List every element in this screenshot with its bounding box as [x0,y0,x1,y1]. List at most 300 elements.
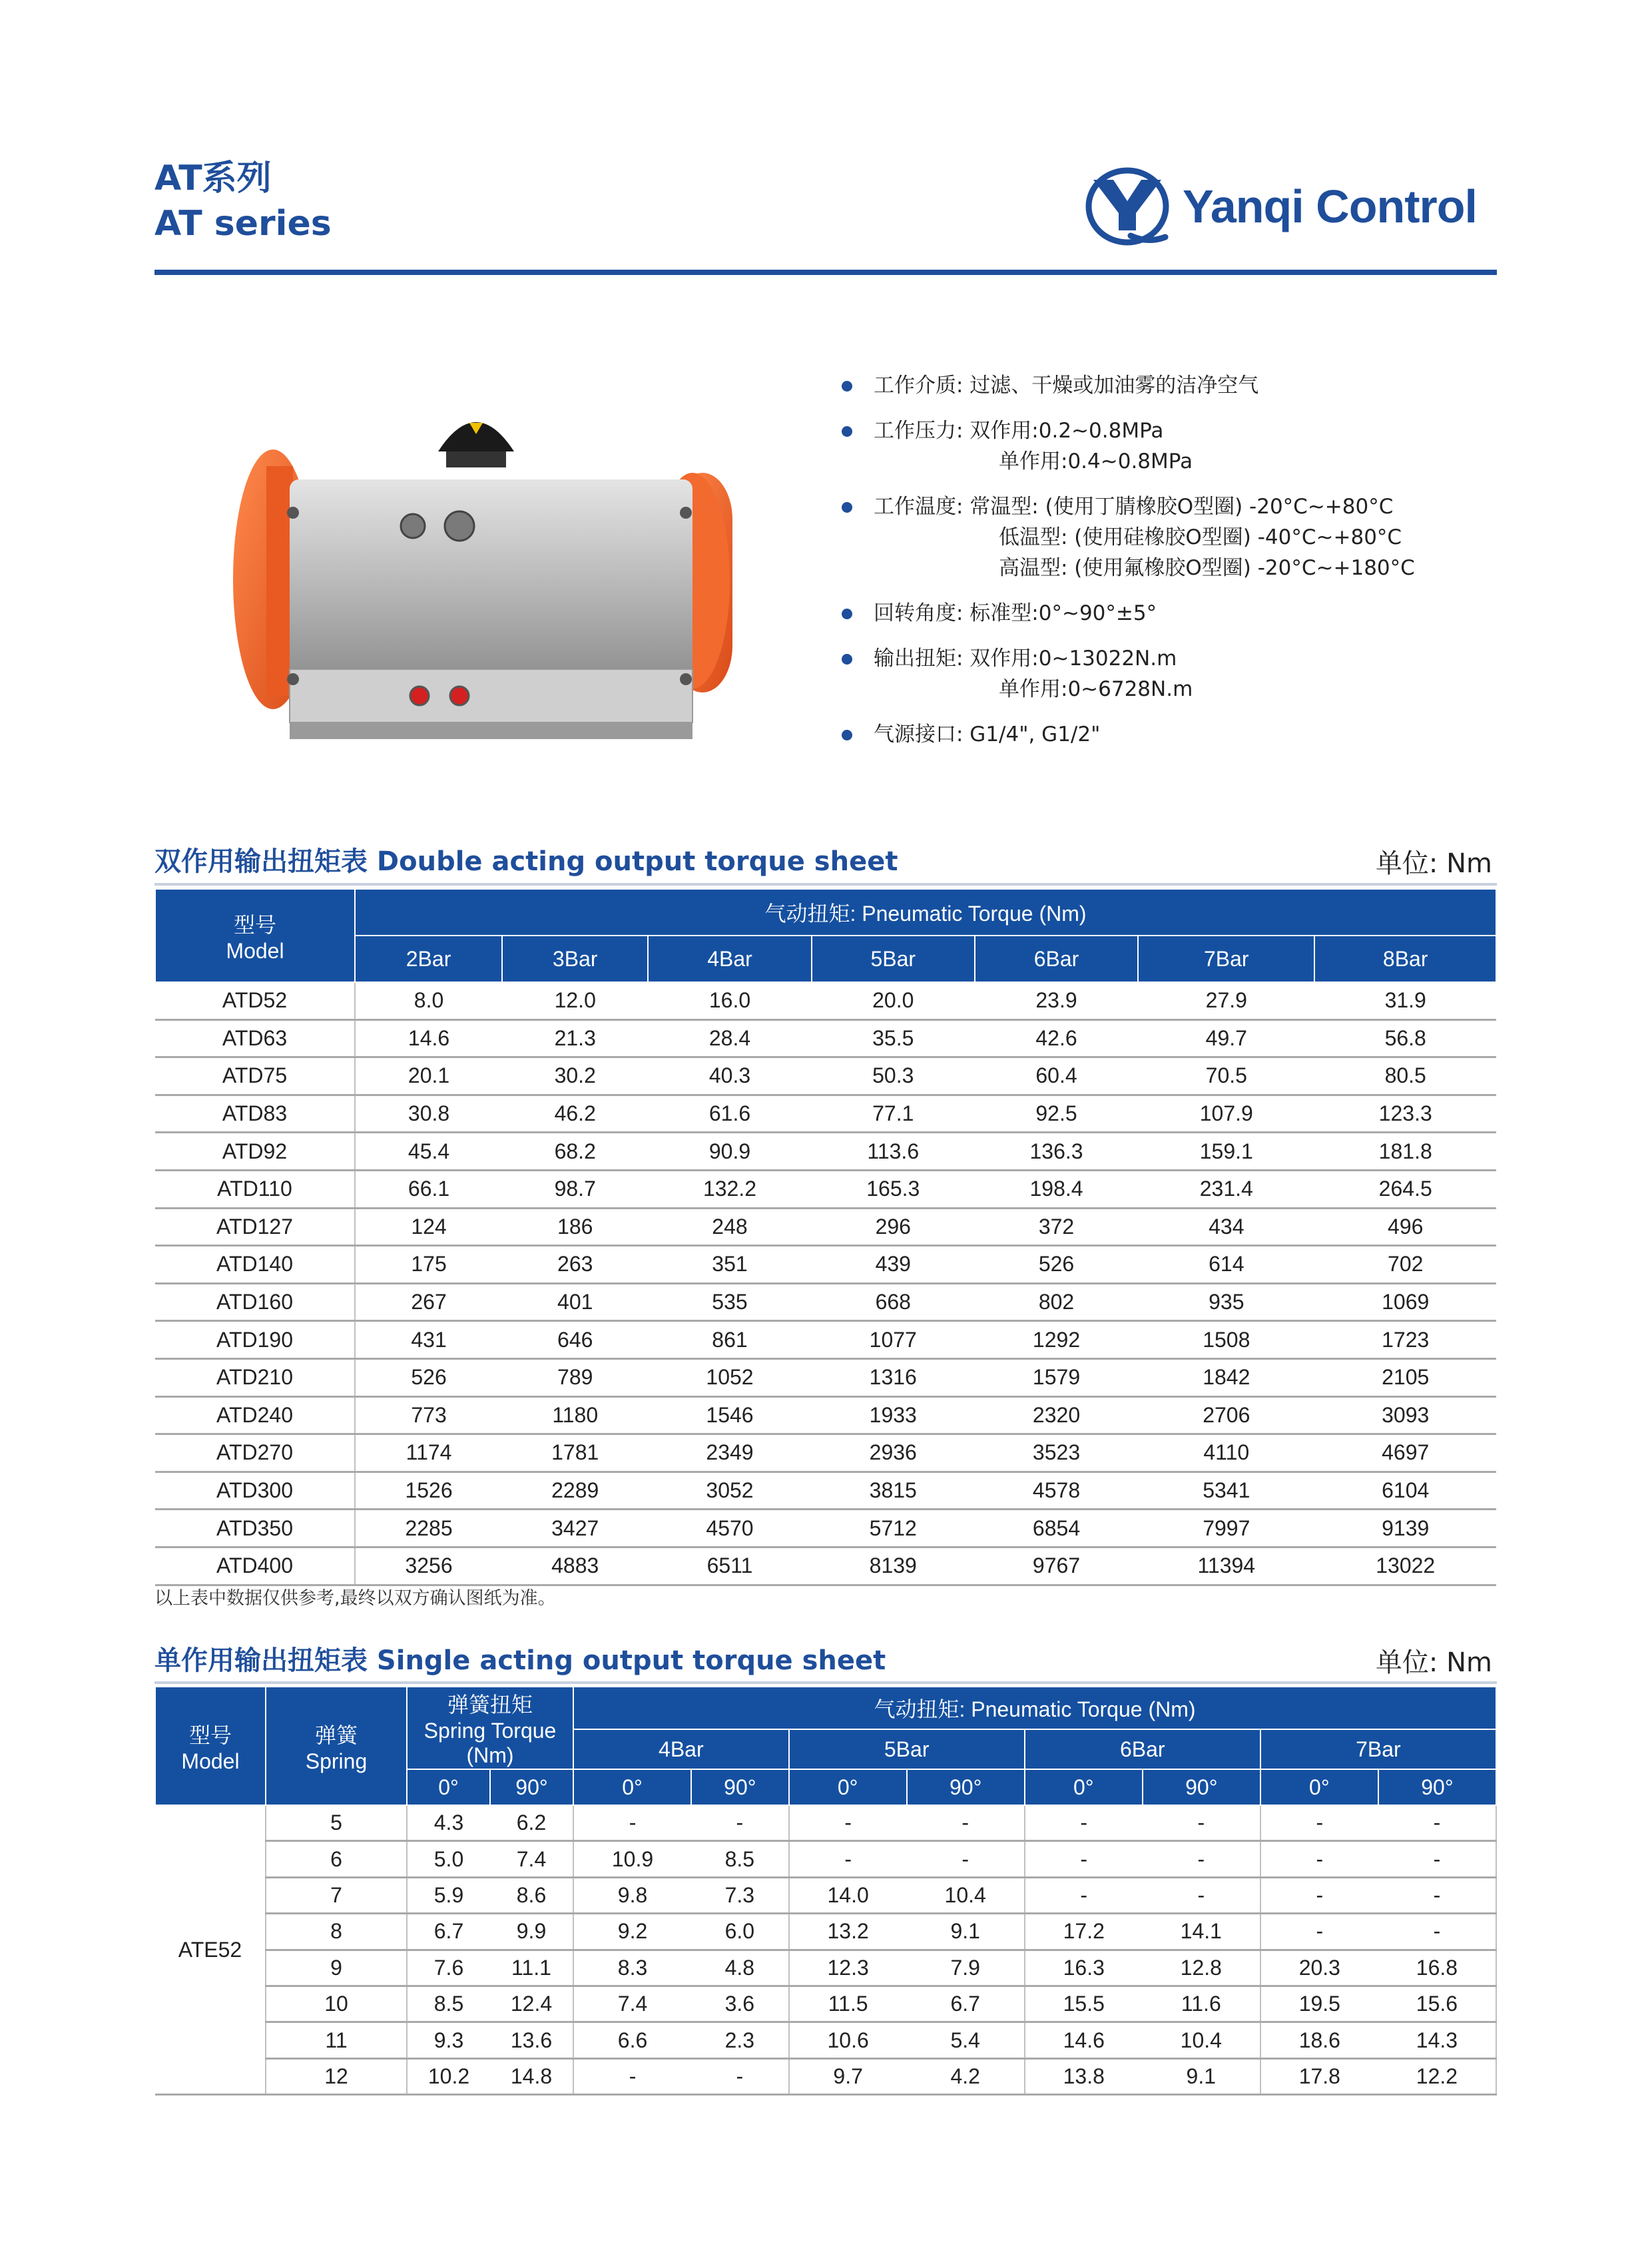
torque-cell: 12.3 [789,1950,907,1986]
model-cell: ATD350 [155,1510,355,1547]
spring-cell: 10 [266,1986,407,2022]
single-acting-body [155,1805,1496,2095]
model-header-zh: 型号 [233,912,276,937]
pneumatic-torque-header: 气动扭矩: Pneumatic Torque (Nm) [573,1687,1496,1729]
torque-cell: 15.6 [1378,1986,1496,2022]
torque-cell: 9.9 [490,1914,573,1950]
torque-cell: 31.9 [1314,982,1496,1019]
torque-cell: 1174 [355,1434,502,1472]
single-acting-title: 单作用输出扭矩表 Single acting output torque sheet [154,1645,886,1676]
torque-cell: 60.4 [975,1057,1138,1095]
torque-cell: 124 [355,1208,502,1246]
table-row [155,1472,1496,1510]
model-cell: ATD75 [155,1057,355,1095]
double-acting-title: 双作用输出扭矩表 Double acting output torque sheet [154,846,898,877]
angle-header-cell: 90° [490,1769,573,1805]
torque-cell: 6854 [975,1510,1138,1547]
spec-temperature [840,491,1506,583]
spring-cell: 5 [266,1805,407,1841]
torque-cell: - [1260,1877,1378,1913]
torque-cell: 165.3 [812,1170,975,1208]
torque-cell: 16.3 [1025,1950,1143,1986]
model-cell: ATD110 [155,1170,355,1208]
torque-cell: 92.5 [975,1095,1138,1133]
torque-cell: 789 [502,1358,648,1396]
bullet-icon [842,609,852,619]
model-header-en: Model [226,938,284,963]
torque-cell: 123.3 [1314,1095,1496,1133]
torque-cell: 1933 [812,1396,975,1434]
torque-cell: 1052 [648,1358,811,1396]
pressure-header-cell: 7Bar [1138,936,1314,982]
double-acting-torque-table [154,888,1497,1586]
torque-cell: 30.2 [502,1057,648,1095]
torque-cell: 35.5 [812,1019,975,1057]
torque-cell: 2289 [502,1472,648,1510]
torque-cell: 4570 [648,1510,811,1547]
torque-cell: 5341 [1138,1472,1314,1510]
torque-cell: 68.2 [502,1133,648,1171]
table-row [155,1877,1496,1913]
model-header-zh: 型号 [188,1723,232,1747]
spec-line: 高温型: (使用氟橡胶O型圈) -20°C~+180°C [999,556,1415,580]
torque-cell: 17.8 [1260,2058,1378,2094]
torque-cell: 3815 [812,1472,975,1510]
torque-cell: 11.1 [490,1950,573,1986]
torque-cell: 6.7 [407,1914,490,1950]
torque-cell: 198.4 [975,1170,1138,1208]
torque-cell: 11.5 [789,1986,907,2022]
torque-cell: 439 [812,1246,975,1284]
spring-cell: 12 [266,2058,407,2094]
torque-cell: - [789,1805,907,1841]
torque-cell: 10.2 [407,2058,490,2094]
torque-cell: 28.4 [648,1019,811,1057]
torque-cell: 13.6 [490,2022,573,2058]
torque-cell: 10.4 [907,1877,1025,1913]
torque-cell: 6.6 [573,2022,691,2058]
torque-cell: - [1025,1805,1143,1841]
spec-line: 低温型: (使用硅橡胶O型圈) -40°C~+80°C [999,525,1402,549]
torque-cell: 9.8 [573,1877,691,1913]
torque-cell: 6.7 [907,1986,1025,2022]
torque-cell: 535 [648,1283,811,1321]
torque-cell: - [1025,1841,1143,1877]
torque-cell: 5.9 [407,1877,490,1913]
torque-cell: 668 [812,1283,975,1321]
torque-cell: 10.9 [573,1841,691,1877]
pressure-header-cell: 4Bar [573,1729,789,1769]
torque-cell: - [573,1805,691,1841]
model-cell: ATD92 [155,1133,355,1171]
model-cell: ATD400 [155,1547,355,1585]
angle-header-cell: 0° [1025,1769,1143,1805]
torque-cell: 14.3 [1378,2022,1496,2058]
table-row [155,1246,1496,1284]
spec-pressure [840,416,1506,477]
torque-cell: - [691,1805,789,1841]
torque-cell: 14.0 [789,1877,907,1913]
torque-cell: 9.7 [789,2058,907,2094]
torque-cell: 80.5 [1314,1057,1496,1095]
bullet-icon [842,502,852,513]
torque-cell: 8139 [812,1547,975,1585]
double-acting-body [155,982,1496,1585]
torque-cell: 23.9 [975,982,1138,1019]
table-row [155,1986,1496,2022]
torque-cell: 42.6 [975,1019,1138,1057]
torque-cell: - [907,1841,1025,1877]
torque-cell: 175 [355,1246,502,1284]
spring-cell: 7 [266,1877,407,1913]
spring-header-zh: 弹簧 [314,1723,358,1747]
spec-rotation [840,598,1506,629]
torque-cell: 9.3 [407,2022,490,2058]
torque-cell: 61.6 [648,1095,811,1133]
torque-cell: 2936 [812,1434,975,1472]
torque-cell: 30.8 [355,1095,502,1133]
torque-cell: 2.3 [691,2022,789,2058]
model-cell: ATE52 [155,1805,266,2095]
torque-cell: 9.1 [907,1914,1025,1950]
torque-cell: 935 [1138,1283,1314,1321]
torque-cell: 16.8 [1378,1950,1496,1986]
pressure-header-cell: 2Bar [355,936,502,982]
torque-cell: - [1378,1805,1496,1841]
torque-cell: 7.4 [490,1841,573,1877]
table-row [155,1510,1496,1547]
torque-cell: 17.2 [1025,1914,1143,1950]
torque-cell: 1526 [355,1472,502,1510]
spring-torque-header-en: Spring Torque (Nm) [423,1719,557,1767]
torque-cell: 773 [355,1396,502,1434]
header-divider [154,270,1497,275]
torque-cell: 8.3 [573,1950,691,1986]
torque-cell: 15.5 [1025,1986,1143,2022]
torque-cell: 181.8 [1314,1133,1496,1171]
section-divider [154,883,1497,886]
torque-cell: - [1260,1805,1378,1841]
torque-cell: 4578 [975,1472,1138,1510]
torque-cell: 1781 [502,1434,648,1472]
torque-cell: 2285 [355,1510,502,1547]
spring-torque-header-zh: 弹簧扭矩 [447,1693,533,1717]
torque-cell: 9767 [975,1547,1138,1585]
table-row [155,1321,1496,1359]
torque-cell: 6.0 [691,1914,789,1950]
table-row [155,1170,1496,1208]
angle-header-cell: 90° [1143,1769,1260,1805]
table-row [155,982,1496,1019]
spec-line: 输出扭矩: 双作用:0~13022N.m [874,647,1177,671]
torque-cell: 3256 [355,1547,502,1585]
torque-cell: 231.4 [1138,1170,1314,1208]
pneumatic-torque-header: 气动扭矩: Pneumatic Torque (Nm) [355,889,1496,936]
spec-line: 回转角度: 标准型:0°~90°±5° [874,601,1157,625]
model-cell: ATD190 [155,1321,355,1359]
torque-cell: 77.1 [812,1095,975,1133]
angle-header-cell: 90° [691,1769,789,1805]
model-header [155,889,355,982]
torque-cell: 6104 [1314,1472,1496,1510]
torque-cell: 1842 [1138,1358,1314,1396]
torque-cell: 12.2 [1378,2058,1496,2094]
torque-cell: 526 [975,1246,1138,1284]
torque-cell: 132.2 [648,1170,811,1208]
torque-cell: 12.8 [1143,1950,1260,1986]
torque-cell: 8.0 [355,982,502,1019]
torque-cell: 90.9 [648,1133,811,1171]
torque-cell: 113.6 [812,1133,975,1171]
torque-cell: 18.6 [1260,2022,1378,2058]
torque-cell: 8.6 [490,1877,573,1913]
model-cell: ATD127 [155,1208,355,1246]
torque-cell: - [1143,1841,1260,1877]
torque-cell: 186 [502,1208,648,1246]
torque-cell: - [691,2058,789,2094]
torque-cell: 1292 [975,1321,1138,1359]
spec-line: 单作用:0~6728N.m [999,677,1193,701]
model-header-en: Model [181,1749,240,1773]
torque-cell: 49.7 [1138,1019,1314,1057]
torque-cell: 1069 [1314,1283,1496,1321]
title-english: AT series [154,204,332,244]
model-cell: ATD270 [155,1434,355,1472]
torque-cell: - [573,2058,691,2094]
torque-cell: - [1143,1877,1260,1913]
model-cell: ATD63 [155,1019,355,1057]
torque-cell: 9139 [1314,1510,1496,1547]
torque-cell: 12.0 [502,982,648,1019]
model-cell: ATD160 [155,1283,355,1321]
spec-list [840,370,1506,764]
torque-cell: 14.8 [490,2058,573,2094]
torque-cell: 267 [355,1283,502,1321]
torque-cell: 159.1 [1138,1133,1314,1171]
angle-header-cell: 90° [907,1769,1025,1805]
torque-cell: 248 [648,1208,811,1246]
model-cell: ATD52 [155,982,355,1019]
angle-header-cell: 0° [789,1769,907,1805]
torque-cell: 8.5 [407,1986,490,2022]
bullet-icon [842,654,852,665]
torque-cell: 1180 [502,1396,648,1434]
torque-cell: - [1025,1877,1143,1913]
torque-cell: 2105 [1314,1358,1496,1396]
table-row [155,1434,1496,1472]
torque-cell: 3427 [502,1510,648,1547]
model-cell: ATD240 [155,1396,355,1434]
title-chinese: AT系列 [154,158,272,198]
torque-cell: 20.0 [812,982,975,1019]
table-row [155,1805,1496,1841]
torque-cell: 526 [355,1358,502,1396]
torque-cell: 5.4 [907,2022,1025,2058]
table-row [155,1547,1496,1585]
bullet-icon [842,381,852,392]
angle-header-cell: 90° [1378,1769,1496,1805]
table-row [155,1208,1496,1246]
pressure-header-cell: 4Bar [648,936,811,982]
torque-cell: 7.6 [407,1950,490,1986]
torque-cell: 19.5 [1260,1986,1378,2022]
spec-line: 气源接口: G1/4", G1/2" [874,722,1101,746]
model-cell: ATD140 [155,1246,355,1284]
disclaimer-note: 以上表中数据仅供参考,最终以双方确认图纸为准。 [154,1588,556,1609]
bullet-icon [842,730,852,740]
double-acting-unit: 单位: Nm [1375,848,1492,879]
torque-cell: - [1143,1805,1260,1841]
brand-logo [1084,166,1477,246]
torque-cell: 6511 [648,1547,811,1585]
angle-header-cell: 0° [573,1769,691,1805]
torque-cell: 1508 [1138,1321,1314,1359]
actuator-product-image [226,400,746,772]
torque-cell: 7.9 [907,1950,1025,1986]
torque-cell: 702 [1314,1246,1496,1284]
torque-cell: 10.4 [1143,2022,1260,2058]
torque-cell: 14.6 [1025,2022,1143,2058]
torque-cell: 2349 [648,1434,811,1472]
torque-cell: 7997 [1138,1510,1314,1547]
torque-cell: 351 [648,1246,811,1284]
spring-header [266,1687,407,1805]
torque-cell: 2706 [1138,1396,1314,1434]
torque-cell: - [789,1841,907,1877]
torque-cell: 27.9 [1138,982,1314,1019]
torque-cell: 1579 [975,1358,1138,1396]
pressure-header-row [155,936,1496,982]
torque-cell: 11394 [1138,1547,1314,1585]
torque-cell: 13022 [1314,1547,1496,1585]
torque-cell: 50.3 [812,1057,975,1095]
pressure-header-cell: 8Bar [1314,936,1496,982]
torque-cell: - [907,1805,1025,1841]
torque-cell: 7.3 [691,1877,789,1913]
torque-cell: - [1378,1914,1496,1950]
torque-cell: 401 [502,1283,648,1321]
torque-cell: 5712 [812,1510,975,1547]
torque-cell: 496 [1314,1208,1496,1246]
pressure-header-cell: 5Bar [812,936,975,982]
torque-cell: 66.1 [355,1170,502,1208]
torque-cell: 56.8 [1314,1019,1496,1057]
torque-cell: 4.8 [691,1950,789,1986]
torque-cell: 16.0 [648,982,811,1019]
torque-cell: 14.6 [355,1019,502,1057]
single-acting-torque-table [154,1686,1497,2096]
table-row [155,1841,1496,1877]
pressure-header-cell: 5Bar [789,1729,1025,1769]
torque-cell: 861 [648,1321,811,1359]
pressure-header-cell: 6Bar [975,936,1138,982]
spec-line: 工作介质: 过滤、干燥或加油雾的洁净空气 [874,374,1259,398]
angle-header-cell: 0° [407,1769,490,1805]
torque-cell: 40.3 [648,1057,811,1095]
spec-line: 工作压力: 双作用:0.2~0.8MPa [874,419,1164,443]
torque-cell: 1316 [812,1358,975,1396]
torque-cell: 3093 [1314,1396,1496,1434]
torque-cell: 4.3 [407,1805,490,1841]
torque-cell: 46.2 [502,1095,648,1133]
model-header [155,1687,266,1805]
table-row [155,1358,1496,1396]
table-row [155,1057,1496,1095]
pressure-header-cell: 7Bar [1260,1729,1496,1769]
torque-cell: 3.6 [691,1986,789,2022]
torque-cell: 20.3 [1260,1950,1378,1986]
torque-cell: 434 [1138,1208,1314,1246]
table-row [155,1950,1496,1986]
spring-cell: 6 [266,1841,407,1877]
spring-cell: 8 [266,1914,407,1950]
torque-cell: 431 [355,1321,502,1359]
single-acting-unit: 单位: Nm [1375,1647,1492,1678]
torque-cell: 4883 [502,1547,648,1585]
torque-cell: 20.1 [355,1057,502,1095]
table-row [155,2058,1496,2094]
spring-header-en: Spring [305,1749,368,1773]
torque-cell: 802 [975,1283,1138,1321]
model-cell: ATD210 [155,1358,355,1396]
torque-cell: 9.2 [573,1914,691,1950]
torque-cell: 263 [502,1246,648,1284]
spring-torque-header [407,1687,573,1769]
torque-cell: 7.4 [573,1986,691,2022]
torque-cell: 264.5 [1314,1170,1496,1208]
torque-cell: 296 [812,1208,975,1246]
spec-torque [840,643,1506,704]
yq-logo-icon [1084,166,1171,246]
torque-cell: 98.7 [502,1170,648,1208]
spec-line: 工作温度: 常温型: (使用丁腈橡胶O型圈) -20°C~+80°C [874,495,1394,519]
angle-header-cell: 0° [1260,1769,1378,1805]
model-cell: ATD300 [155,1472,355,1510]
torque-cell: 14.1 [1143,1914,1260,1950]
brand-name: Yanqi Control [1183,180,1477,232]
pressure-header-cell: 3Bar [502,936,648,982]
torque-cell: 4.2 [907,2058,1025,2094]
torque-cell: 1077 [812,1321,975,1359]
torque-cell: 13.2 [789,1914,907,1950]
torque-cell: 4110 [1138,1434,1314,1472]
torque-cell: 1546 [648,1396,811,1434]
torque-cell: 614 [1138,1246,1314,1284]
table-row [155,1283,1496,1321]
torque-cell: 5.0 [407,1841,490,1877]
torque-cell: 13.8 [1025,2058,1143,2094]
torque-cell: 3052 [648,1472,811,1510]
spec-line: 单作用:0.4~0.8MPa [999,449,1193,473]
torque-cell: 646 [502,1321,648,1359]
torque-cell: 12.4 [490,1986,573,2022]
torque-cell: - [1378,1841,1496,1877]
spring-cell: 11 [266,2022,407,2058]
model-cell: ATD83 [155,1095,355,1133]
bullet-icon [842,426,852,437]
torque-cell: 8.5 [691,1841,789,1877]
torque-cell: 4697 [1314,1434,1496,1472]
torque-cell: 10.6 [789,2022,907,2058]
torque-cell: 136.3 [975,1133,1138,1171]
torque-cell: 9.1 [1143,2058,1260,2094]
section-divider [154,1681,1497,1684]
torque-cell: 107.9 [1138,1095,1314,1133]
table-row [155,1396,1496,1434]
torque-cell: 45.4 [355,1133,502,1171]
spec-medium [840,370,1506,401]
spring-cell: 9 [266,1950,407,1986]
